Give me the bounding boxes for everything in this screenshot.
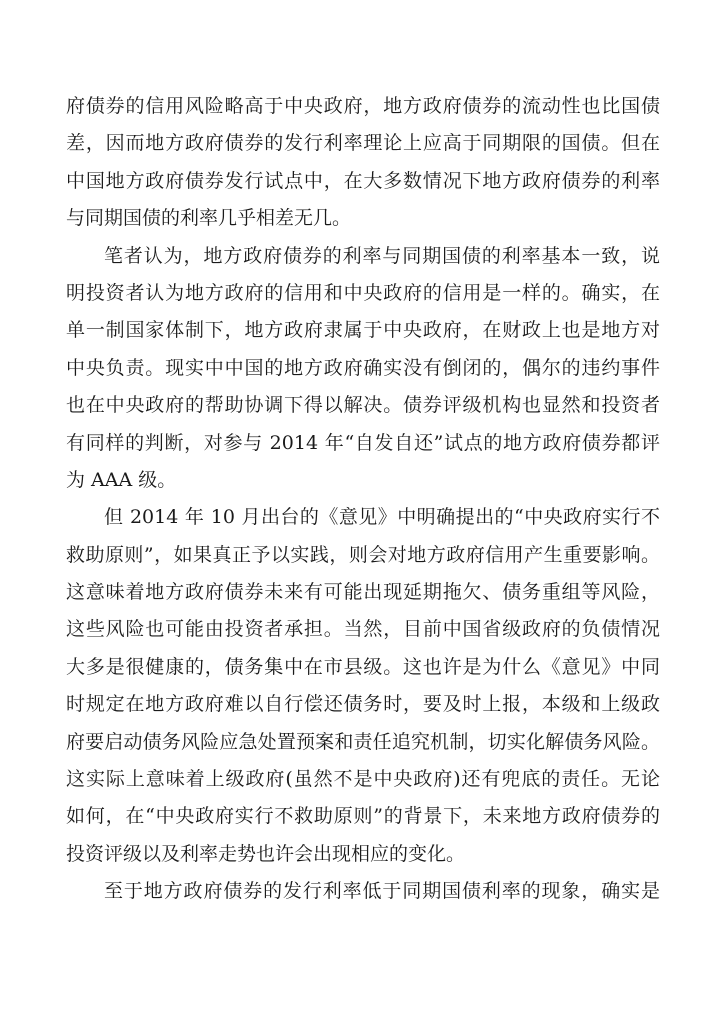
text-line: 至于地方政府债券的发行利率低于同期国债利率的现象，确实是: [104, 880, 660, 903]
paragraph-4: [66, 873, 660, 910]
text-line: 单一制国家体制下，地方政府隶属于中央政府，在财政上也是地方对: [66, 319, 660, 342]
paragraph-2: [66, 238, 660, 500]
text-line: 府要启动债务风险应急处置预案和责任追究机制，切实化解债务风险。: [66, 730, 660, 753]
text-line: 投资评级以及利率走势也许会出现相应的变化。: [66, 842, 466, 865]
text-line: 如何，在“中央政府实行不救助原则”的背景下，未来地方政府债券的: [66, 805, 660, 828]
paragraph-3: [66, 499, 660, 873]
text-line: 时规定在地方政府难以自行偿还债务时，要及时上报，本级和上级政: [66, 693, 660, 716]
text-line: 大多是很健康的，债务集中在市县级。这也许是为什么《意见》中同: [66, 655, 660, 678]
text-line: 这实际上意味着上级政府(虽然不是中央政府)还有兜底的责任。无论: [66, 768, 660, 791]
paragraph-1: [66, 88, 660, 238]
text-line: 救助原则”，如果真正予以实践，则会对地方政府信用产生重要影响。: [66, 543, 660, 566]
text-line: 差，因而地方政府债券的发行利率理论上应高于同期限的国债。但在: [66, 132, 660, 155]
text-line: 为 AAA 级。: [66, 468, 177, 491]
text-line: 这些风险也可能由投资者承担。当然，目前中国省级政府的负债情况: [66, 618, 660, 641]
text-line: 也在中央政府的帮助协调下得以解决。债券评级机构也显然和投资者: [66, 394, 660, 417]
text-line: 府债券的信用风险略高于中央政府，地方政府债券的流动性也比国债: [66, 95, 660, 117]
text-line: 这意味着地方政府债券未来有可能出现延期拖欠、债务重组等风险，: [66, 581, 660, 604]
text-line: 与同期国债的利率几乎相差无几。: [66, 207, 352, 230]
text-line: 但 2014 年 10 月出台的《意见》中明确提出的“中央政府实行不: [104, 506, 660, 529]
document-page: [66, 88, 660, 911]
text-line: 笔者认为，地方政府债券的利率与同期国债的利率基本一致，说: [104, 244, 660, 267]
text-line: 有同样的判断，对参与 2014 年“自发自还”试点的地方政府债券都评: [66, 431, 660, 454]
text-line: 明投资者认为地方政府的信用和中央政府的信用是一样的。确实，在: [66, 281, 660, 304]
text-line: 中国地方政府债券发行试点中，在大多数情况下地方政府债券的利率: [66, 169, 660, 192]
text-line: 中央负责。现实中中国的地方政府确实没有倒闭的，偶尔的违约事件: [66, 356, 660, 379]
